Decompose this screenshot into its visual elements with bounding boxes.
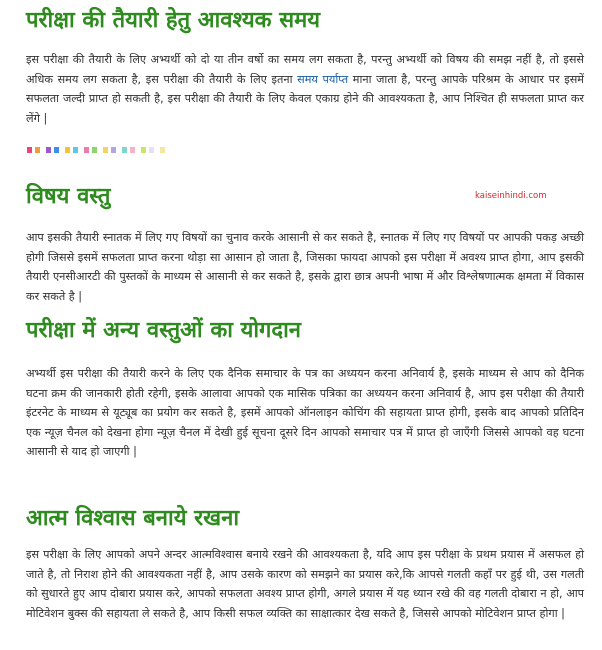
divider-swatch <box>111 147 116 153</box>
divider-swatch <box>130 147 135 153</box>
divider-swatch <box>149 147 154 153</box>
paragraph-preparation-time <box>26 50 584 128</box>
divider-swatch <box>73 147 78 153</box>
paragraph-self-confidence: इस परीक्षा के लिए आपको अपने अन्दर आत्मविश्वास बनाये रखने की आवश्यकता है, यदि आप इस परीक्षा के प्रथम प्रयास में असफल हो जाते है, तो निराश होने की आवश्यकता नहीं है, आप उसके कारण को समझने का प्रयास करे,कि आपसे गलती कहाँ पर हुई थी, उस गलती को सुधारते हुए आप दोबारा प्रयास करे, आपको सफलता अवश्य प्राप्त होगी, अगले प्रयास में यह ध्यान रखे की वह गलती दोबारा न हो, आप मोटिवेशन बुक्स की सहायता ले सकते है, आप किसी सफल व्यक्ति का साक्षात्कार देख सकते है, जिससे आपको मोटिवेशन प्राप्त होगा | <box>26 548 584 620</box>
color-divider <box>27 147 168 153</box>
heading-subject-matter: विषय वस्तु <box>26 184 111 209</box>
divider-swatch <box>92 147 97 153</box>
divider-swatch <box>84 147 89 153</box>
time-sufficient-link[interactable]: समय पर्याप्त <box>297 72 349 86</box>
heading-self-confidence: आत्म विश्वास बनाये रखना <box>26 506 240 531</box>
paragraph-other-resources: अभ्यर्थी इस परीक्षा की तैयारी करने के लिए एक दैनिक समाचार के पत्र का अध्ययन करना अनिवार्य है, इसके माध्यम से आप को दैनिक घटना क्रम की जानकारी होती रहेगी, इसके आलावा आपको एक मासिक पत्रिका का अध्ययन करना अनिवार्य है, आप इस परीक्षा की तैयारी इंटरनेट के माध्यम से यूट्यूब का प्रयोग कर सकते है, इसमें आपको ऑनलाइन कोचिंग की सहायता प्राप्त होगी, इसके बाद आपको प्रतिदिन एक न्यूज़ चैनल को देखना होगा न्यूज़ चैनल में देखी हुई सूचना दूसरे दिन आपको समाचार पत्र में प्राप्त हो जाएँगी जिससे आपको वह घटना आसानी से याद हो जाएगी | <box>26 367 584 458</box>
divider-swatch <box>27 147 32 153</box>
divider-swatch <box>54 147 59 153</box>
divider-swatch <box>141 147 146 153</box>
paragraph-subject-matter: आप इसकी तैयारी स्नातक में लिए गए विषयों का चुनाव करके आसानी से कर सकते है, स्नातक में लिए गए विषयों पर आपकी पकड़ अच्छी होगी जिससे इसमें सफलता प्राप्त करना थोड़ा सा आसान हो जाता है, जिसका फायदा आपको इस परीक्षा में अवश्य प्राप्त होगा, आप इसकी तैयारी एनसीआरटी की पुस्तकों के माध्यम से आसानी से कर सकते है, इसके द्वारा छात्र अपनी भाषा में और विश्लेषणात्मक क्षमता में विकास कर सकते है | <box>26 231 584 303</box>
heading-other-resources: परीक्षा में अन्य वस्तुओं का योगदान <box>26 318 302 343</box>
site-watermark: kaiseinhindi.com <box>475 191 547 201</box>
divider-swatch <box>65 147 70 153</box>
divider-swatch <box>160 147 165 153</box>
divider-swatch <box>35 147 40 153</box>
divider-swatch <box>46 147 51 153</box>
divider-swatch <box>103 147 108 153</box>
paragraph-text: माना जाता है, परन्तु आपके परिश्रम के आधार पर इसमें सफलता जल्दी प्राप्त हो सकती है, इस परीक्षा की तैयारी के लिए केवल एकाग्र होने की आवश्यकता है, आप निश्चित ही सफलता प्राप्त कर लेंगे | <box>26 72 584 125</box>
divider-swatch <box>122 147 127 153</box>
paragraph-text: इस परीक्षा की तैयारी के लिए अभ्यर्थी को दो या तीन वर्षो का समय लग सकता है, परन्तु अभ्यर्थी को विषय की समझ नहीं है, तो इससे अधिक समय लग सकता है, इस परीक्षा की तैयारी के लिए इतना <box>26 53 584 86</box>
heading-preparation-time: परीक्षा की तैयारी हेतु आवश्यक समय <box>26 8 320 33</box>
